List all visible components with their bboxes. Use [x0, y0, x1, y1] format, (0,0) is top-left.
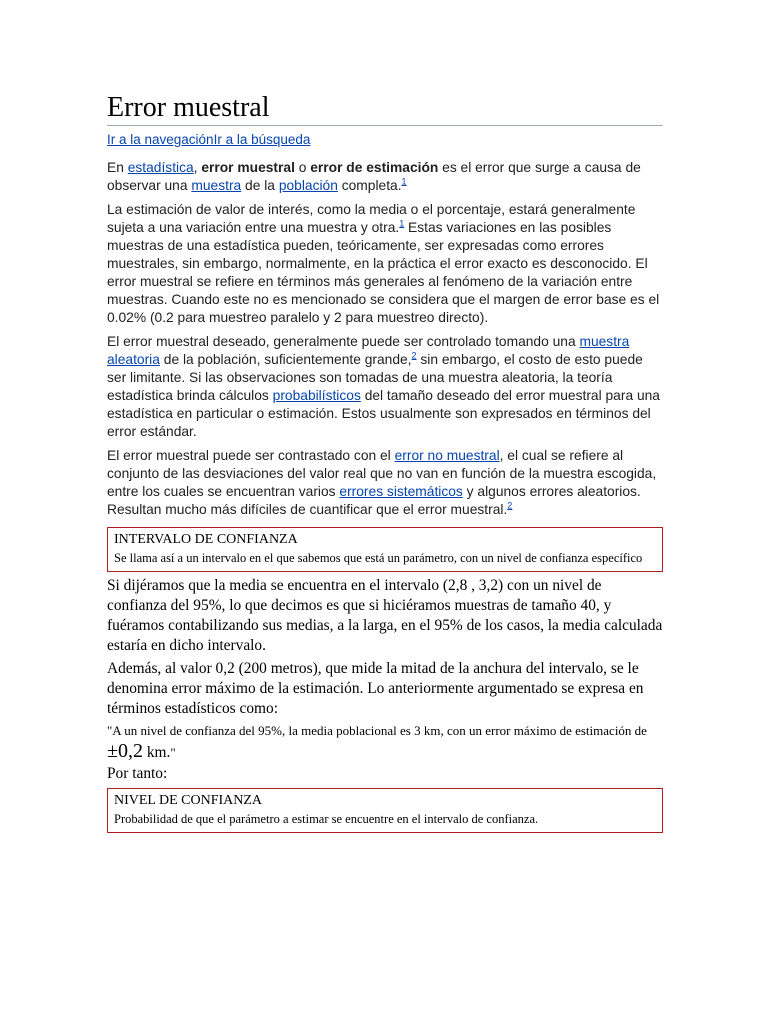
paragraph-interval-example: Si dijéramos que la media se encuentra en el intervalo (2,8 , 3,2) con un nivel de confianza del 95%, lo que decimos es que si hiciéramos muestras de tamaño 40, y fuéramos contabilizando sus medias, a la larga, en el 95% de los casos, la media calculada estaría en dicho intervalo. — [107, 577, 663, 654]
link-estadistica[interactable]: estadística — [127, 160, 194, 175]
definition-text: Se llama así a un intervalo en el que sabemos que está un parámetro, con un nivel de confianza específico — [114, 551, 643, 565]
paragraph-desired-error: El error muestral deseado, generalmente puede ser controlado tomando una muestra aleatoria de la población, suficientemente grande,$^2$ sin embargo, el costo de esto puede ser limitante. Si las observaciones son tomadas de una muestra aleatoria, la teoría estadística brinda cálculos probabilísticos del tamaño deseado del error muestral para una estadística en particular o estimación. Estos usualmente son expresados en términos del error estándar. — [107, 334, 660, 439]
link-error-no-muestral[interactable]: error no muestral — [394, 448, 500, 463]
paragraph-therefore: Por tanto: — [107, 765, 168, 782]
reference-1[interactable]: 1 — [399, 218, 405, 229]
title-divider — [107, 125, 663, 126]
link-errores-sistematicos[interactable]: errores sistemáticos — [339, 484, 463, 499]
page-title: Error muestral — [107, 92, 270, 123]
paragraph-non-sampling-error: El error muestral puede ser contrastado con el error no muestral, el cual se refiere al conjunto de las desviaciones del valor real que no van en función de la muestra escogida, entre los cuales se encuentran varios errores sistemáticos y algunos errores aleatorios. Resultan mucho más difíciles de cuantificar que el error muestral.$^2$ — [107, 448, 657, 517]
definition-box-intervalo — [107, 527, 663, 572]
paragraph-quote: "A un nivel de confianza del 95%, la media poblacional es 3 km, con un error máximo de estimación de ±0,2 km." — [107, 723, 647, 762]
term-error-muestral: error muestral — [201, 160, 295, 175]
reference-1[interactable]: 1 — [401, 176, 407, 187]
definition-title: INTERVALO DE CONFIANZA — [114, 532, 298, 547]
link-poblacion[interactable]: población — [278, 178, 338, 193]
link-muestra-aleatoria[interactable]: muestra aleatoria — [107, 334, 630, 367]
definition-title: NIVEL DE CONFIANZA — [114, 793, 263, 808]
term-error-de-estimacion: error de estimación — [310, 160, 439, 175]
paragraph-max-error: Además, al valor 0,2 (200 metros), que mide la mitad de la anchura del intervalo, se le denomina error máximo de la estimación. Lo anteriormente argumentado se expresa en términos estadísticos como: — [107, 660, 644, 717]
navigation-search-links[interactable]: Ir a la navegaciónIr a la búsqueda — [107, 132, 311, 147]
formula-plus-minus: ±0,2 — [107, 740, 143, 762]
article — [107, 92, 663, 833]
definition-box-nivel — [107, 788, 663, 833]
definition-text: Probabilidad de que el parámetro a estimar se encuentre en el intervalo de confianza. — [114, 812, 539, 826]
paragraph-variation: La estimación de valor de interés, como la media o el porcentaje, estará generalmente sujeta a una variación entre una muestra y otra.$^1$ Estas variaciones en las posibles muestras de una estadística pueden, teóricamente, ser expresadas como errores muestrales, sin embargo, normalmente, en la práctica el error exacto es desconocido. El error muestral se refiere en términos más generales al fenómeno de la variación entre muestras. Cuando este no es mencionado se considera que el margen de error base es el 0.02% (0.2 para muestreo paralelo y 2 para muestreo directo). — [107, 202, 660, 325]
reference-2[interactable]: 2 — [411, 350, 417, 361]
reference-2[interactable]: 2 — [507, 500, 513, 511]
link-probabilisticos[interactable]: probabilísticos — [272, 388, 361, 403]
link-muestra[interactable]: muestra — [191, 178, 242, 193]
paragraph-intro: En estadística, error muestral o error de estimación es el error que surge a causa de observar una muestra de la población completa.$^1$ — [107, 160, 641, 193]
